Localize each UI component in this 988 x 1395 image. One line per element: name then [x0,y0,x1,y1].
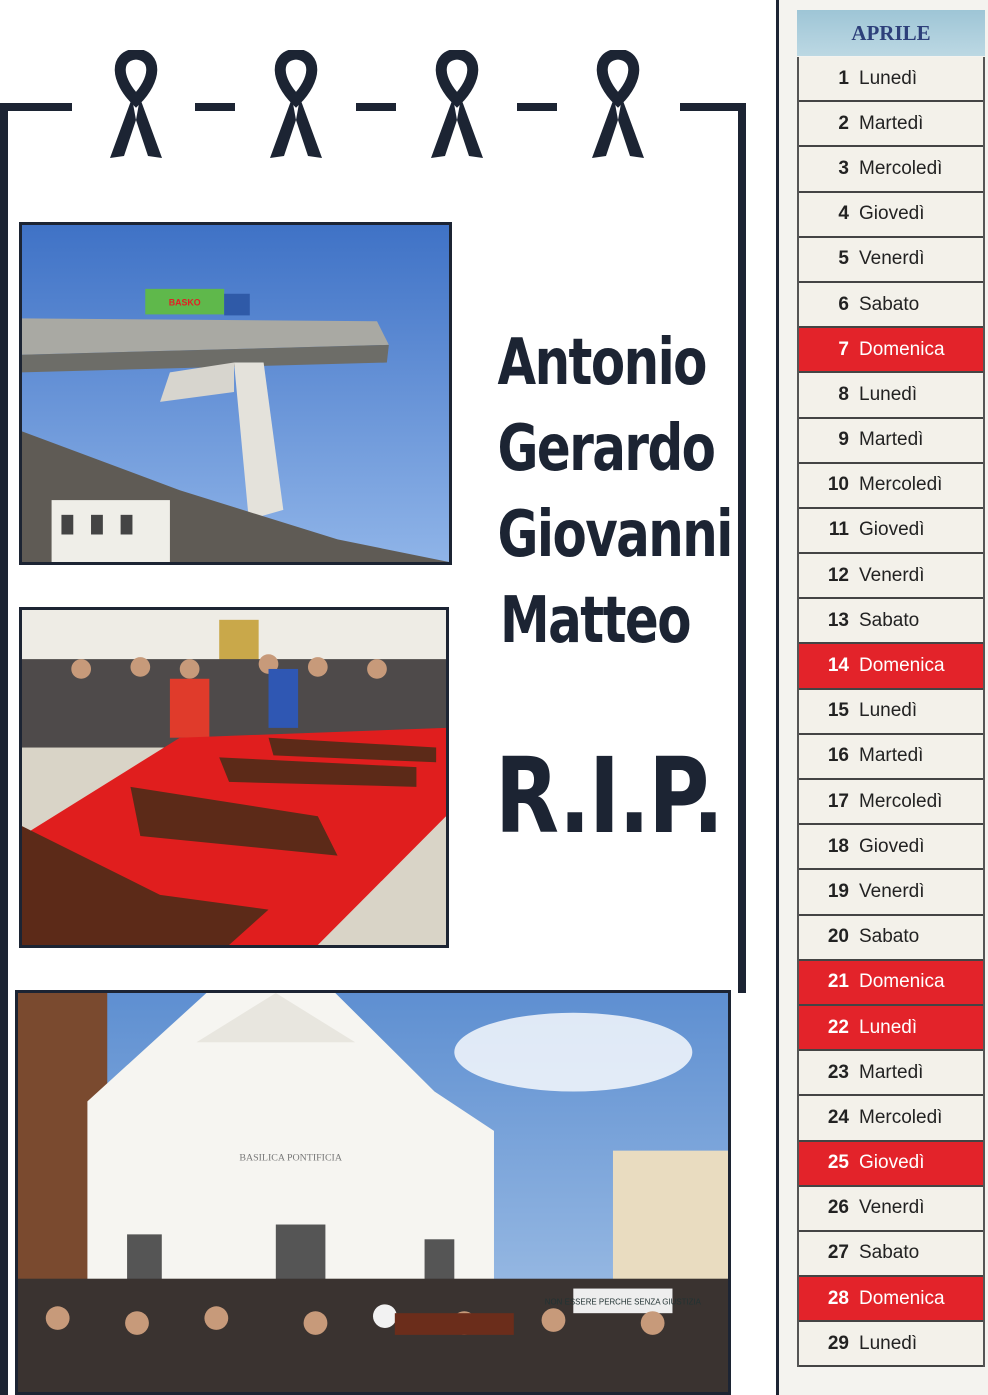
day-number: 4 [838,203,849,225]
calendar-day-row [799,870,983,915]
calendar-day-row [799,961,983,1006]
calendar-day-row [799,599,983,644]
day-number: 29 [827,1332,849,1354]
day-number: 24 [827,1106,849,1128]
day-name: Lunedì [859,67,918,89]
frame-left [0,103,8,1395]
calendar-day-row [799,1187,983,1232]
calendar-day-row [799,464,983,509]
day-number: 1 [838,67,849,89]
day-number: 21 [827,971,849,993]
frame-right [738,103,746,993]
frame-top-right [680,103,746,111]
calendar-day-row [799,1006,983,1051]
day-number: 11 [828,519,849,541]
frame-top-left [0,103,72,111]
frame-dash-2 [356,103,396,111]
calendar-day-row [799,1322,983,1367]
day-number: 10 [827,474,849,496]
day-name: Venerdì [859,564,925,586]
day-number: 22 [827,1016,849,1038]
day-name: Lunedì [859,383,918,405]
day-number: 8 [838,383,849,405]
calendar-day-row [799,57,983,102]
day-number: 28 [827,1287,849,1309]
calendar-day-row [799,147,983,192]
day-name: Venerdì [859,248,925,270]
day-name: Lunedì [859,700,918,722]
day-name: Mercoledì [859,790,943,812]
truck-sign: BASKO [168,297,201,308]
calendar-day-row [799,328,983,373]
bridge-photo [19,222,452,565]
day-name: Sabato [859,293,920,315]
calendar-day-row [799,238,983,283]
calendar-day-row [799,735,983,780]
day-name: Venerdì [859,1197,925,1219]
ribbon-icon [106,50,166,162]
basilica-inscription: BASILICA PONTIFICIA [239,1152,343,1164]
calendar-day-row [799,554,983,599]
calendar-day-row [799,780,983,825]
month-header: APRILE [797,10,985,56]
ribbon-icon [427,50,487,162]
day-name: Domenica [859,338,945,360]
day-name: Martedì [859,1061,924,1083]
victim-name: Antonio [497,326,706,400]
day-number: 17 [827,790,849,812]
day-number: 12 [827,564,849,586]
day-name: Mercoledì [859,157,943,179]
calendar-day-row [799,283,983,328]
day-number: 7 [838,338,849,360]
day-name: Venerdì [859,880,925,902]
day-name: Sabato [859,609,920,631]
day-number: 19 [827,880,849,902]
day-number: 18 [827,835,849,857]
calendar-day-row [799,1051,983,1096]
day-name: Martedì [859,745,924,767]
calendar-day-row [799,419,983,464]
day-name: Giovedì [859,519,925,541]
day-name: Mercoledì [859,474,943,496]
calendar-days [797,57,985,1367]
calendar-day-row [799,1232,983,1277]
day-name: Domenica [859,655,945,677]
day-number: 13 [827,609,849,631]
day-number: 3 [838,157,849,179]
day-number: 15 [827,700,849,722]
day-number: 16 [827,745,849,767]
calendar-day-row [799,509,983,554]
calendar-day-row [799,644,983,689]
ribbon-icon [266,50,326,162]
day-number: 14 [827,655,849,677]
day-number: 5 [838,248,849,270]
rip-text: R.I.P. [495,735,723,857]
calendar-day-row [799,1277,983,1322]
calendar-day-row [799,690,983,735]
day-name: Martedì [859,112,924,134]
day-number: 23 [827,1061,849,1083]
day-name: Sabato [859,926,920,948]
calendar-day-row [799,825,983,870]
calendar-day-row [799,916,983,961]
day-name: Lunedì [859,1332,918,1354]
day-name: Sabato [859,1242,920,1264]
day-name: Domenica [859,971,945,993]
calendar-day-row [799,102,983,147]
day-name: Giovedì [859,203,925,225]
day-number: 27 [827,1242,849,1264]
day-number: 6 [838,293,849,315]
victim-name: Matteo [500,584,690,658]
day-name: Martedì [859,429,924,451]
calendar-day-row [799,373,983,418]
day-number: 2 [838,112,849,134]
victim-names [470,320,732,664]
calendar-day-row [799,193,983,238]
day-name: Lunedì [859,1016,918,1038]
protest-banner: NON ESSERE PERCHE SENZA GIUSTIZIA [544,1297,701,1307]
day-name: Domenica [859,1287,945,1309]
day-name: Giovedì [859,835,925,857]
day-name: Giovedì [859,1152,925,1174]
day-number: 26 [827,1197,849,1219]
day-number: 25 [827,1152,849,1174]
victim-name: Gerardo [497,412,715,486]
victim-name: Giovanni [497,498,732,572]
calendar-day-row [799,1096,983,1141]
funeral-interior-photo [19,607,449,948]
ribbon-icon [588,50,648,162]
day-number: 20 [827,926,849,948]
calendar-day-row [799,1142,983,1187]
frame-dash-3 [517,103,557,111]
day-number: 9 [838,429,849,451]
frame-dash-1 [195,103,235,111]
day-name: Mercoledì [859,1106,943,1128]
basilica-photo [15,990,731,1395]
